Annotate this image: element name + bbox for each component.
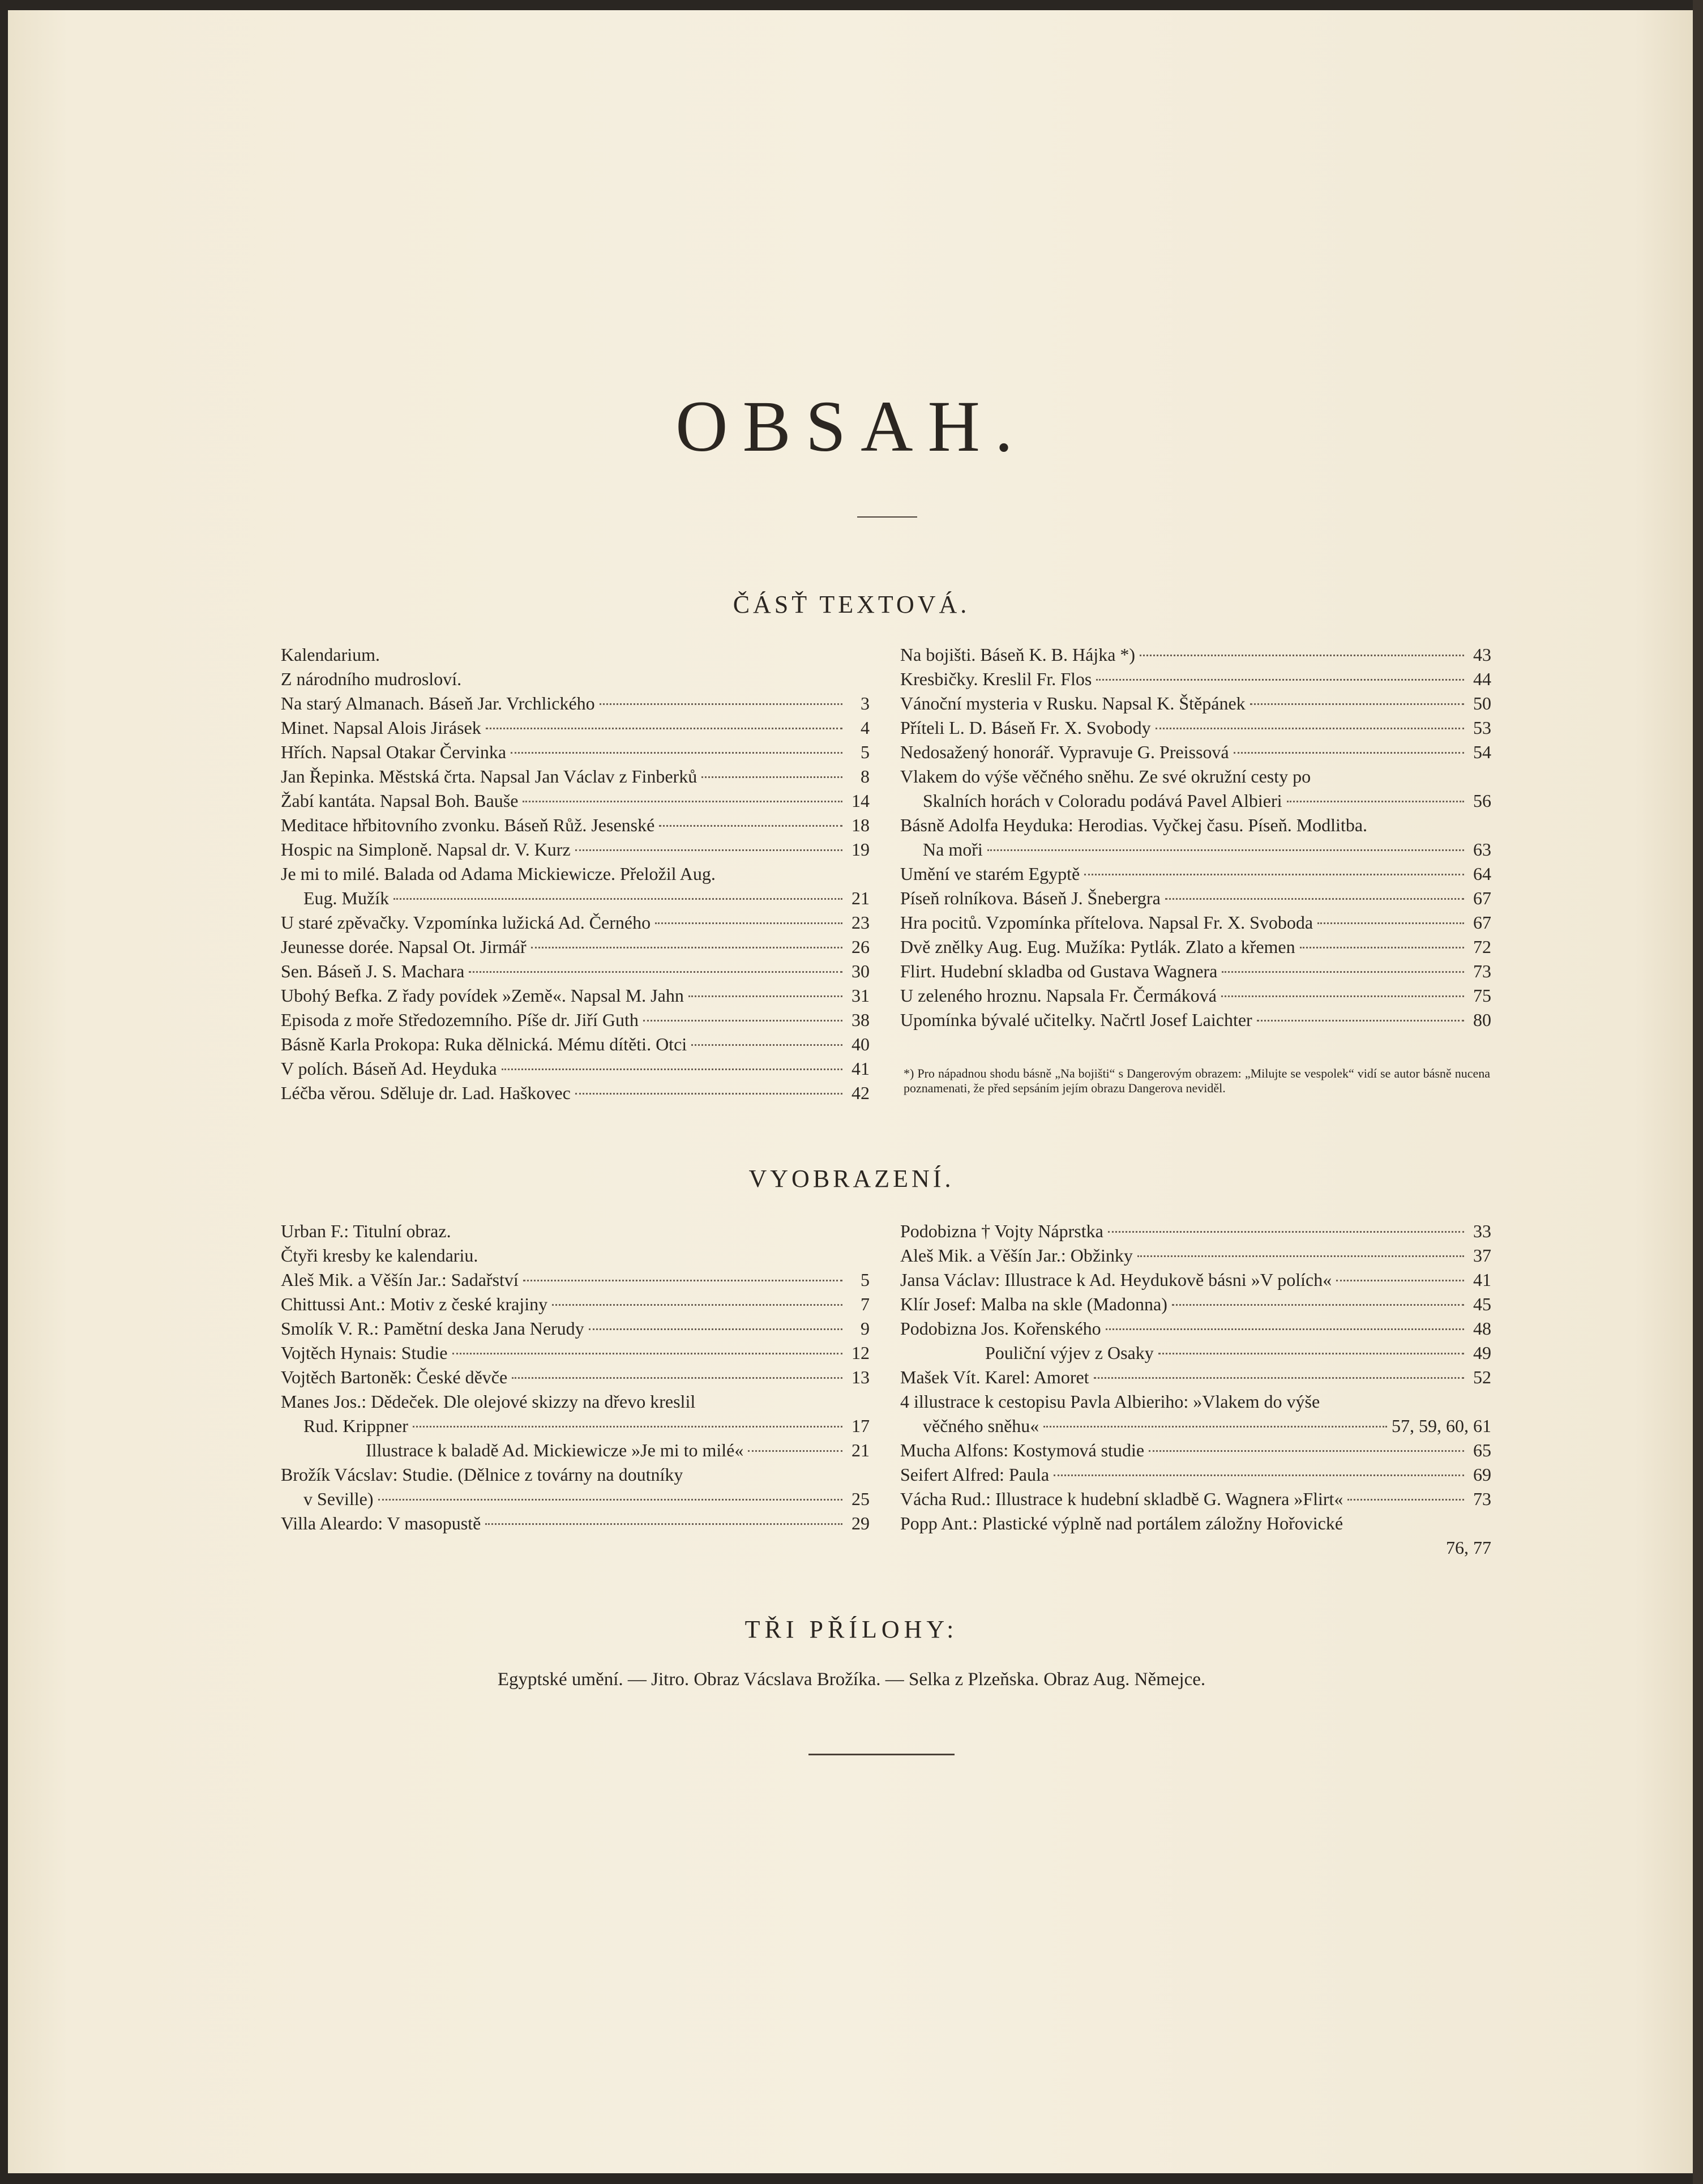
text-section-entry <box>281 1008 870 1032</box>
scan-edge-bottom <box>0 2173 1703 2184</box>
illustrations-entry-page: 12 <box>851 1343 870 1363</box>
illustrations-entry-page: 25 <box>851 1489 870 1509</box>
illustrations-entry-title: Villa Aleardo: V masopustě <box>281 1513 481 1533</box>
text-section-entry-title: Episoda z moře Středozemního. Píše dr. Jiří Guth <box>281 1010 639 1030</box>
illustrations-entry-title: Smolík V. R.: Pamětní deska Jana Nerudy <box>281 1318 584 1339</box>
text-section-entry <box>281 716 870 740</box>
text-section-entry-title: Je mi to milé. Balada od Adama Mickiewicze. Přeložil Aug. <box>281 864 716 884</box>
illustrations-entry-page: 21 <box>851 1440 870 1460</box>
text-section-entry-title: Píseň rolníkova. Báseň J. Šnebergra <box>900 888 1161 908</box>
text-section-entry-title: Jeunesse dorée. Napsal Ot. Jirmář <box>281 937 527 957</box>
text-section-entry <box>900 911 1491 935</box>
text-section-entry <box>900 764 1491 789</box>
text-section-entry <box>900 862 1491 886</box>
text-section-entry-title: Žabí kantáta. Napsal Boh. Bauše <box>281 790 519 811</box>
text-section-entry-title: Básně Karla Prokopa: Ruka dělnická. Mému dítěti. Otci <box>281 1034 687 1054</box>
illustrations-entry <box>281 1487 870 1511</box>
dot-leader <box>523 801 842 802</box>
text-section-entry <box>900 886 1491 911</box>
dot-leader <box>1250 703 1464 705</box>
illustrations-entry-page: 69 <box>1473 1464 1491 1485</box>
closing-divider <box>808 1754 955 1755</box>
dot-leader <box>1347 1499 1464 1501</box>
illustrations-entry-title: Popp Ant.: Plastické výplně nad portálem záložny Hořovické <box>900 1513 1343 1533</box>
dot-leader <box>469 971 842 973</box>
illustrations-entry <box>900 1511 1491 1536</box>
dot-leader <box>691 1044 842 1046</box>
dot-leader <box>485 1523 842 1525</box>
text-section-entry-title: Skalních horách v Coloradu podává Pavel Albieri <box>923 790 1282 811</box>
dot-leader <box>1317 922 1464 924</box>
illustrations-entry-page: 17 <box>851 1416 870 1436</box>
dot-leader <box>378 1499 842 1501</box>
text-section-entry-title: Příteli L. D. Báseň Fr. X. Svobody <box>900 717 1151 738</box>
illustrations-entry-title: Čtyři kresby ke kalendariu. <box>281 1245 478 1266</box>
dot-leader <box>688 995 842 997</box>
illustrations-entry <box>900 1390 1491 1414</box>
dot-leader <box>486 728 842 729</box>
illustrations-entry <box>900 1365 1491 1390</box>
text-section-entry <box>281 764 870 789</box>
text-section-entry-title: Nedosažený honorář. Vypravuje G. Preissová <box>900 742 1229 762</box>
dot-leader <box>413 1426 842 1427</box>
dot-leader <box>1300 947 1464 948</box>
text-section-entry <box>281 789 870 813</box>
dot-leader <box>1158 1353 1464 1354</box>
text-section-entry <box>281 886 870 911</box>
illustrations-entry <box>281 1292 870 1317</box>
text-section-entry-page: 41 <box>851 1058 870 1079</box>
text-section-entry-title: Meditace hřbitovního zvonku. Báseň Růž. Jesenské <box>281 815 655 835</box>
dot-leader <box>1336 1280 1464 1281</box>
illustrations-entry <box>281 1317 870 1341</box>
dot-leader <box>1108 1231 1464 1233</box>
dot-leader <box>575 1093 842 1095</box>
text-section-entry-title: Umění ve starém Egyptě <box>900 864 1080 884</box>
text-section-entry-title: Z národního mudrosloví. <box>281 669 462 689</box>
text-section-entry <box>281 643 870 667</box>
text-section-entry-page: 4 <box>861 717 870 738</box>
text-section-entry <box>900 789 1491 813</box>
text-section-entry <box>900 813 1491 837</box>
text-section-entry-page: 8 <box>861 766 870 787</box>
text-section-entry <box>900 837 1491 862</box>
illustrations-entry-page: 45 <box>1473 1294 1491 1314</box>
illustrations-entry <box>900 1536 1491 1560</box>
dot-leader <box>452 1353 843 1354</box>
dot-leader <box>643 1020 842 1022</box>
illustrations-entry <box>900 1414 1491 1438</box>
text-section-entry-page: 56 <box>1473 790 1491 811</box>
dot-leader <box>1222 971 1464 973</box>
text-section-entry-title: Ubohý Befka. Z řady povídek »Země«. Napsal M. Jahn <box>281 985 684 1006</box>
illustrations-entry-title: Aleš Mik. a Věšín Jar.: Sadařství <box>281 1270 519 1290</box>
text-section-entry-page: 31 <box>851 985 870 1006</box>
text-section-entry-page: 80 <box>1473 1010 1491 1030</box>
illustrations-entry-page: 52 <box>1473 1367 1491 1387</box>
illustrations-entry <box>281 1438 870 1463</box>
dot-leader <box>1140 655 1464 656</box>
text-section-entry-title: Sen. Báseň J. S. Machara <box>281 961 465 981</box>
dot-leader <box>393 898 842 900</box>
text-section-entry <box>900 716 1491 740</box>
text-section-entry-title: Léčba věrou. Sděluje dr. Lad. Haškovec <box>281 1083 571 1103</box>
illustrations-entry-page: 76, 77 <box>1446 1537 1491 1558</box>
dot-leader <box>1137 1255 1464 1257</box>
illustrations-right-column <box>900 1219 1491 1560</box>
dot-leader <box>1172 1304 1464 1306</box>
dot-leader <box>659 825 842 827</box>
dot-leader <box>531 947 842 948</box>
text-section-entry-page: 21 <box>851 888 870 908</box>
text-section-entry <box>281 667 870 691</box>
dot-leader <box>701 776 842 778</box>
illustrations-entry-page: 9 <box>861 1318 870 1339</box>
text-section-entry-title: Vánoční mysteria v Rusku. Napsal K. Štěpánek <box>900 693 1246 713</box>
illustrations-entry-title: Brožík Vácslav: Studie. (Dělnice z továrny na doutníky <box>281 1464 683 1485</box>
text-section-entry <box>900 643 1491 667</box>
text-section-entry <box>281 959 870 984</box>
text-section-heading: ČÁSŤ TEXTOVÁ. <box>733 591 970 618</box>
illustrations-entry <box>900 1438 1491 1463</box>
text-section-entry-title: Na moři <box>923 839 983 860</box>
text-section-entry-page: 3 <box>861 693 870 713</box>
text-section-entry-page: 64 <box>1473 864 1491 884</box>
text-section-entry-title: Hospic na Simploně. Napsal dr. V. Kurz <box>281 839 571 860</box>
dot-leader <box>552 1304 842 1306</box>
illustrations-entry-title: 4 illustrace k cestopisu Pavla Albieriho: »Vlakem do výše <box>900 1391 1320 1412</box>
text-section-entry-page: 18 <box>851 815 870 835</box>
illustrations-entry <box>281 1414 870 1438</box>
illustrations-entry-title: Vácha Rud.: Illustrace k hudební skladbě G. Wagnera »Flirt« <box>900 1489 1343 1509</box>
text-section-entry-page: 63 <box>1473 839 1491 860</box>
text-section-entry <box>900 691 1491 716</box>
text-section-entry-page: 43 <box>1473 644 1491 665</box>
dot-leader <box>655 922 842 924</box>
text-section-entry-title: Kresbičky. Kreslil Fr. Flos <box>900 669 1092 689</box>
illustrations-entry-title: Rud. Krippner <box>303 1416 408 1436</box>
text-section-entry-title: Minet. Napsal Alois Jirásek <box>281 717 481 738</box>
illustrations-entry <box>281 1365 870 1390</box>
dot-leader <box>512 1377 842 1379</box>
text-section-left-column <box>281 643 870 1105</box>
dot-leader <box>1043 1426 1387 1427</box>
illustrations-entry-title: Seifert Alfred: Paula <box>900 1464 1050 1485</box>
dot-leader <box>1084 874 1464 875</box>
text-section-entry <box>281 935 870 959</box>
text-section-entry-page: 38 <box>851 1010 870 1030</box>
illustrations-entry <box>900 1317 1491 1341</box>
footnote: *) Pro nápadnou shodu básně „Na bojišti“ s Dangerovým obrazem: „Milujte se vespolek“ vidí se autor básně nucena poznamenati, že před sepsáním jejím obrazu Dangerova neviděl. <box>904 1066 1490 1095</box>
text-section-entry <box>900 984 1491 1008</box>
illustrations-entry-title: Klír Josef: Malba na skle (Madonna) <box>900 1294 1167 1314</box>
illustrations-entry-title: Chittussi Ant.: Motiv z české krajiny <box>281 1294 548 1314</box>
text-section-entry-title: Básně Adolfa Heyduka: Herodias. Vyčkej času. Píseň. Modlitba. <box>900 815 1368 835</box>
illustrations-entry-page: 57, 59, 60, 61 <box>1392 1416 1491 1436</box>
text-section-entry-title: Kalendarium. <box>281 644 380 665</box>
text-section-entry-page: 26 <box>851 937 870 957</box>
illustrations-entry <box>900 1268 1491 1292</box>
text-section-entry-title: Vlakem do výše věčného sněhu. Ze své okružní cesty po <box>900 766 1311 787</box>
text-section-entry <box>900 1008 1491 1032</box>
dot-leader <box>1165 898 1464 900</box>
illustrations-entry-page: 5 <box>861 1270 870 1290</box>
dot-leader <box>1234 752 1464 754</box>
text-section-entry <box>281 1032 870 1057</box>
illustrations-entry <box>281 1511 870 1536</box>
text-section-entry-page: 14 <box>851 790 870 811</box>
dot-leader <box>511 752 842 754</box>
dot-leader <box>1257 1020 1464 1022</box>
illustrations-entry-title: Urban F.: Titulní obraz. <box>281 1221 451 1241</box>
illustrations-entry-title: v Seville) <box>303 1489 374 1509</box>
text-section-entry <box>900 959 1491 984</box>
dot-leader <box>1287 801 1464 802</box>
illustrations-left-column <box>281 1219 870 1536</box>
scan-edge-right <box>1693 0 1703 2184</box>
text-section-entry-page: 5 <box>861 742 870 762</box>
text-section-entry-title: U staré zpěvačky. Vzpomínka lužická Ad. Černého <box>281 912 651 933</box>
illustrations-entry-title: Illustrace k baladě Ad. Mickiewicze »Je mi to milé« <box>366 1440 744 1460</box>
illustrations-entry-title: Pouliční výjev z Osaky <box>985 1343 1154 1363</box>
text-section-entry-page: 50 <box>1473 693 1491 713</box>
text-section-entry-title: Hřích. Napsal Otakar Červinka <box>281 742 507 762</box>
illustrations-entry <box>900 1341 1491 1365</box>
illustrations-entry-title: Podobizna † Vojty Náprstka <box>900 1221 1103 1241</box>
illustrations-entry-title: Mucha Alfons: Kostymová studie <box>900 1440 1145 1460</box>
plates-section-heading: TŘI PŘÍLOHY: <box>744 1615 959 1643</box>
illustrations-entry-page: 49 <box>1473 1343 1491 1363</box>
scan-edge-top <box>0 0 1703 10</box>
dot-leader <box>1106 1328 1464 1330</box>
text-section-entry-page: 72 <box>1473 937 1491 957</box>
text-section-entry-page: 23 <box>851 912 870 933</box>
dot-leader <box>1149 1450 1464 1452</box>
text-section-entry <box>281 740 870 764</box>
text-section-entry-page: 42 <box>851 1083 870 1103</box>
illustrations-entry-page: 7 <box>861 1294 870 1314</box>
text-section-entry-title: U zeleného hroznu. Napsala Fr. Čermáková <box>900 985 1217 1006</box>
dot-leader <box>987 849 1464 851</box>
illustrations-entry <box>900 1292 1491 1317</box>
text-section-entry-page: 40 <box>851 1034 870 1054</box>
text-section-entry-page: 53 <box>1473 717 1491 738</box>
text-section-entry-page: 19 <box>851 839 870 860</box>
dot-leader <box>589 1328 842 1330</box>
illustrations-entry <box>281 1390 870 1414</box>
text-section-right-column <box>900 643 1491 1032</box>
illustrations-entry <box>281 1219 870 1243</box>
illustrations-entry-title: Manes Jos.: Dědeček. Dle olejové skizzy na dřevo kreslil <box>281 1391 696 1412</box>
text-section-entry-page: 67 <box>1473 912 1491 933</box>
illustrations-entry-page: 29 <box>851 1513 870 1533</box>
text-section-entry <box>281 691 870 716</box>
illustrations-entry <box>281 1268 870 1292</box>
text-section-entry <box>281 984 870 1008</box>
dot-leader <box>523 1280 842 1281</box>
dot-leader <box>600 703 842 705</box>
text-section-entry <box>900 935 1491 959</box>
text-section-entry-title: Eug. Mužík <box>303 888 390 908</box>
illustrations-section-heading: VYOBRAZENÍ. <box>748 1165 955 1193</box>
title-divider <box>857 516 917 518</box>
plates-list: Egyptské umění. — Jitro. Obraz Vácslava Brožíka. — Selka z Plzeňska. Obraz Aug. Němejce. <box>497 1669 1206 1690</box>
dot-leader <box>1094 1377 1464 1379</box>
text-section-entry <box>281 837 870 862</box>
text-section-entry <box>281 911 870 935</box>
illustrations-entry-title: věčného sněhu« <box>923 1416 1039 1436</box>
illustrations-entry-title: Vojtěch Bartoněk: České děvče <box>281 1367 508 1387</box>
illustrations-entry-page: 41 <box>1473 1270 1491 1290</box>
text-section-entry-page: 44 <box>1473 669 1491 689</box>
text-section-entry-title: Jan Řepinka. Městská črta. Napsal Jan Václav z Finberků <box>281 766 698 787</box>
dot-leader <box>575 849 842 851</box>
text-section-entry-page: 67 <box>1473 888 1491 908</box>
illustrations-entry <box>900 1219 1491 1243</box>
dot-leader <box>502 1069 842 1070</box>
illustrations-entry-title: Jansa Václav: Illustrace k Ad. Heydukově básni »V polích« <box>900 1270 1332 1290</box>
text-section-entry <box>281 862 870 886</box>
illustrations-entry <box>281 1463 870 1487</box>
illustrations-entry-title: Podobizna Jos. Kořenského <box>900 1318 1101 1339</box>
illustrations-entry-page: 13 <box>851 1367 870 1387</box>
illustrations-entry-page: 65 <box>1473 1440 1491 1460</box>
text-section-entry-title: V polích. Báseň Ad. Heyduka <box>281 1058 497 1079</box>
illustrations-entry-title: Mašek Vít. Karel: Amoret <box>900 1367 1089 1387</box>
dot-leader <box>1096 679 1464 681</box>
illustrations-entry <box>900 1463 1491 1487</box>
text-section-entry-title: Dvě znělky Aug. Eug. Mužíka: Pytlák. Zlato a křemen <box>900 937 1295 957</box>
illustrations-entry-title: Aleš Mik. a Věšín Jar.: Obžinky <box>900 1245 1133 1266</box>
illustrations-entry <box>900 1487 1491 1511</box>
text-section-entry-page: 73 <box>1473 961 1491 981</box>
illustrations-entry <box>281 1243 870 1268</box>
illustrations-entry <box>281 1341 870 1365</box>
text-section-entry-title: Flirt. Hudební skladba od Gustava Wagnera <box>900 961 1218 981</box>
text-section-entry <box>900 740 1491 764</box>
text-section-entry-page: 75 <box>1473 985 1491 1006</box>
dot-leader <box>1221 995 1464 997</box>
dot-leader <box>748 1450 842 1452</box>
illustrations-entry-page: 33 <box>1473 1221 1491 1241</box>
text-section-entry <box>281 1057 870 1081</box>
illustrations-entry-page: 73 <box>1473 1489 1491 1509</box>
dot-leader <box>1054 1474 1464 1476</box>
text-section-entry-title: Upomínka bývalé učitelky. Načrtl Josef Laichter <box>900 1010 1252 1030</box>
illustrations-entry-title: Vojtěch Hynais: Studie <box>281 1343 448 1363</box>
illustrations-entry-page: 37 <box>1473 1245 1491 1266</box>
page-title: OBSAH. <box>675 386 1028 467</box>
text-section-entry-title: Hra pocitů. Vzpomínka přítelova. Napsal Fr. X. Svoboda <box>900 912 1313 933</box>
text-section-entry <box>281 813 870 837</box>
text-section-entry-page: 54 <box>1473 742 1491 762</box>
dot-leader <box>1156 728 1464 729</box>
illustrations-entry <box>900 1243 1491 1268</box>
scan-edge-left <box>0 0 8 2184</box>
text-section-entry-page: 30 <box>851 961 870 981</box>
text-section-entry-title: Na bojišti. Báseň K. B. Hájka *) <box>900 644 1136 665</box>
text-section-entry <box>281 1081 870 1105</box>
text-section-entry-title: Na starý Almanach. Báseň Jar. Vrchlického <box>281 693 595 713</box>
text-section-entry <box>900 667 1491 691</box>
illustrations-entry-page: 48 <box>1473 1318 1491 1339</box>
